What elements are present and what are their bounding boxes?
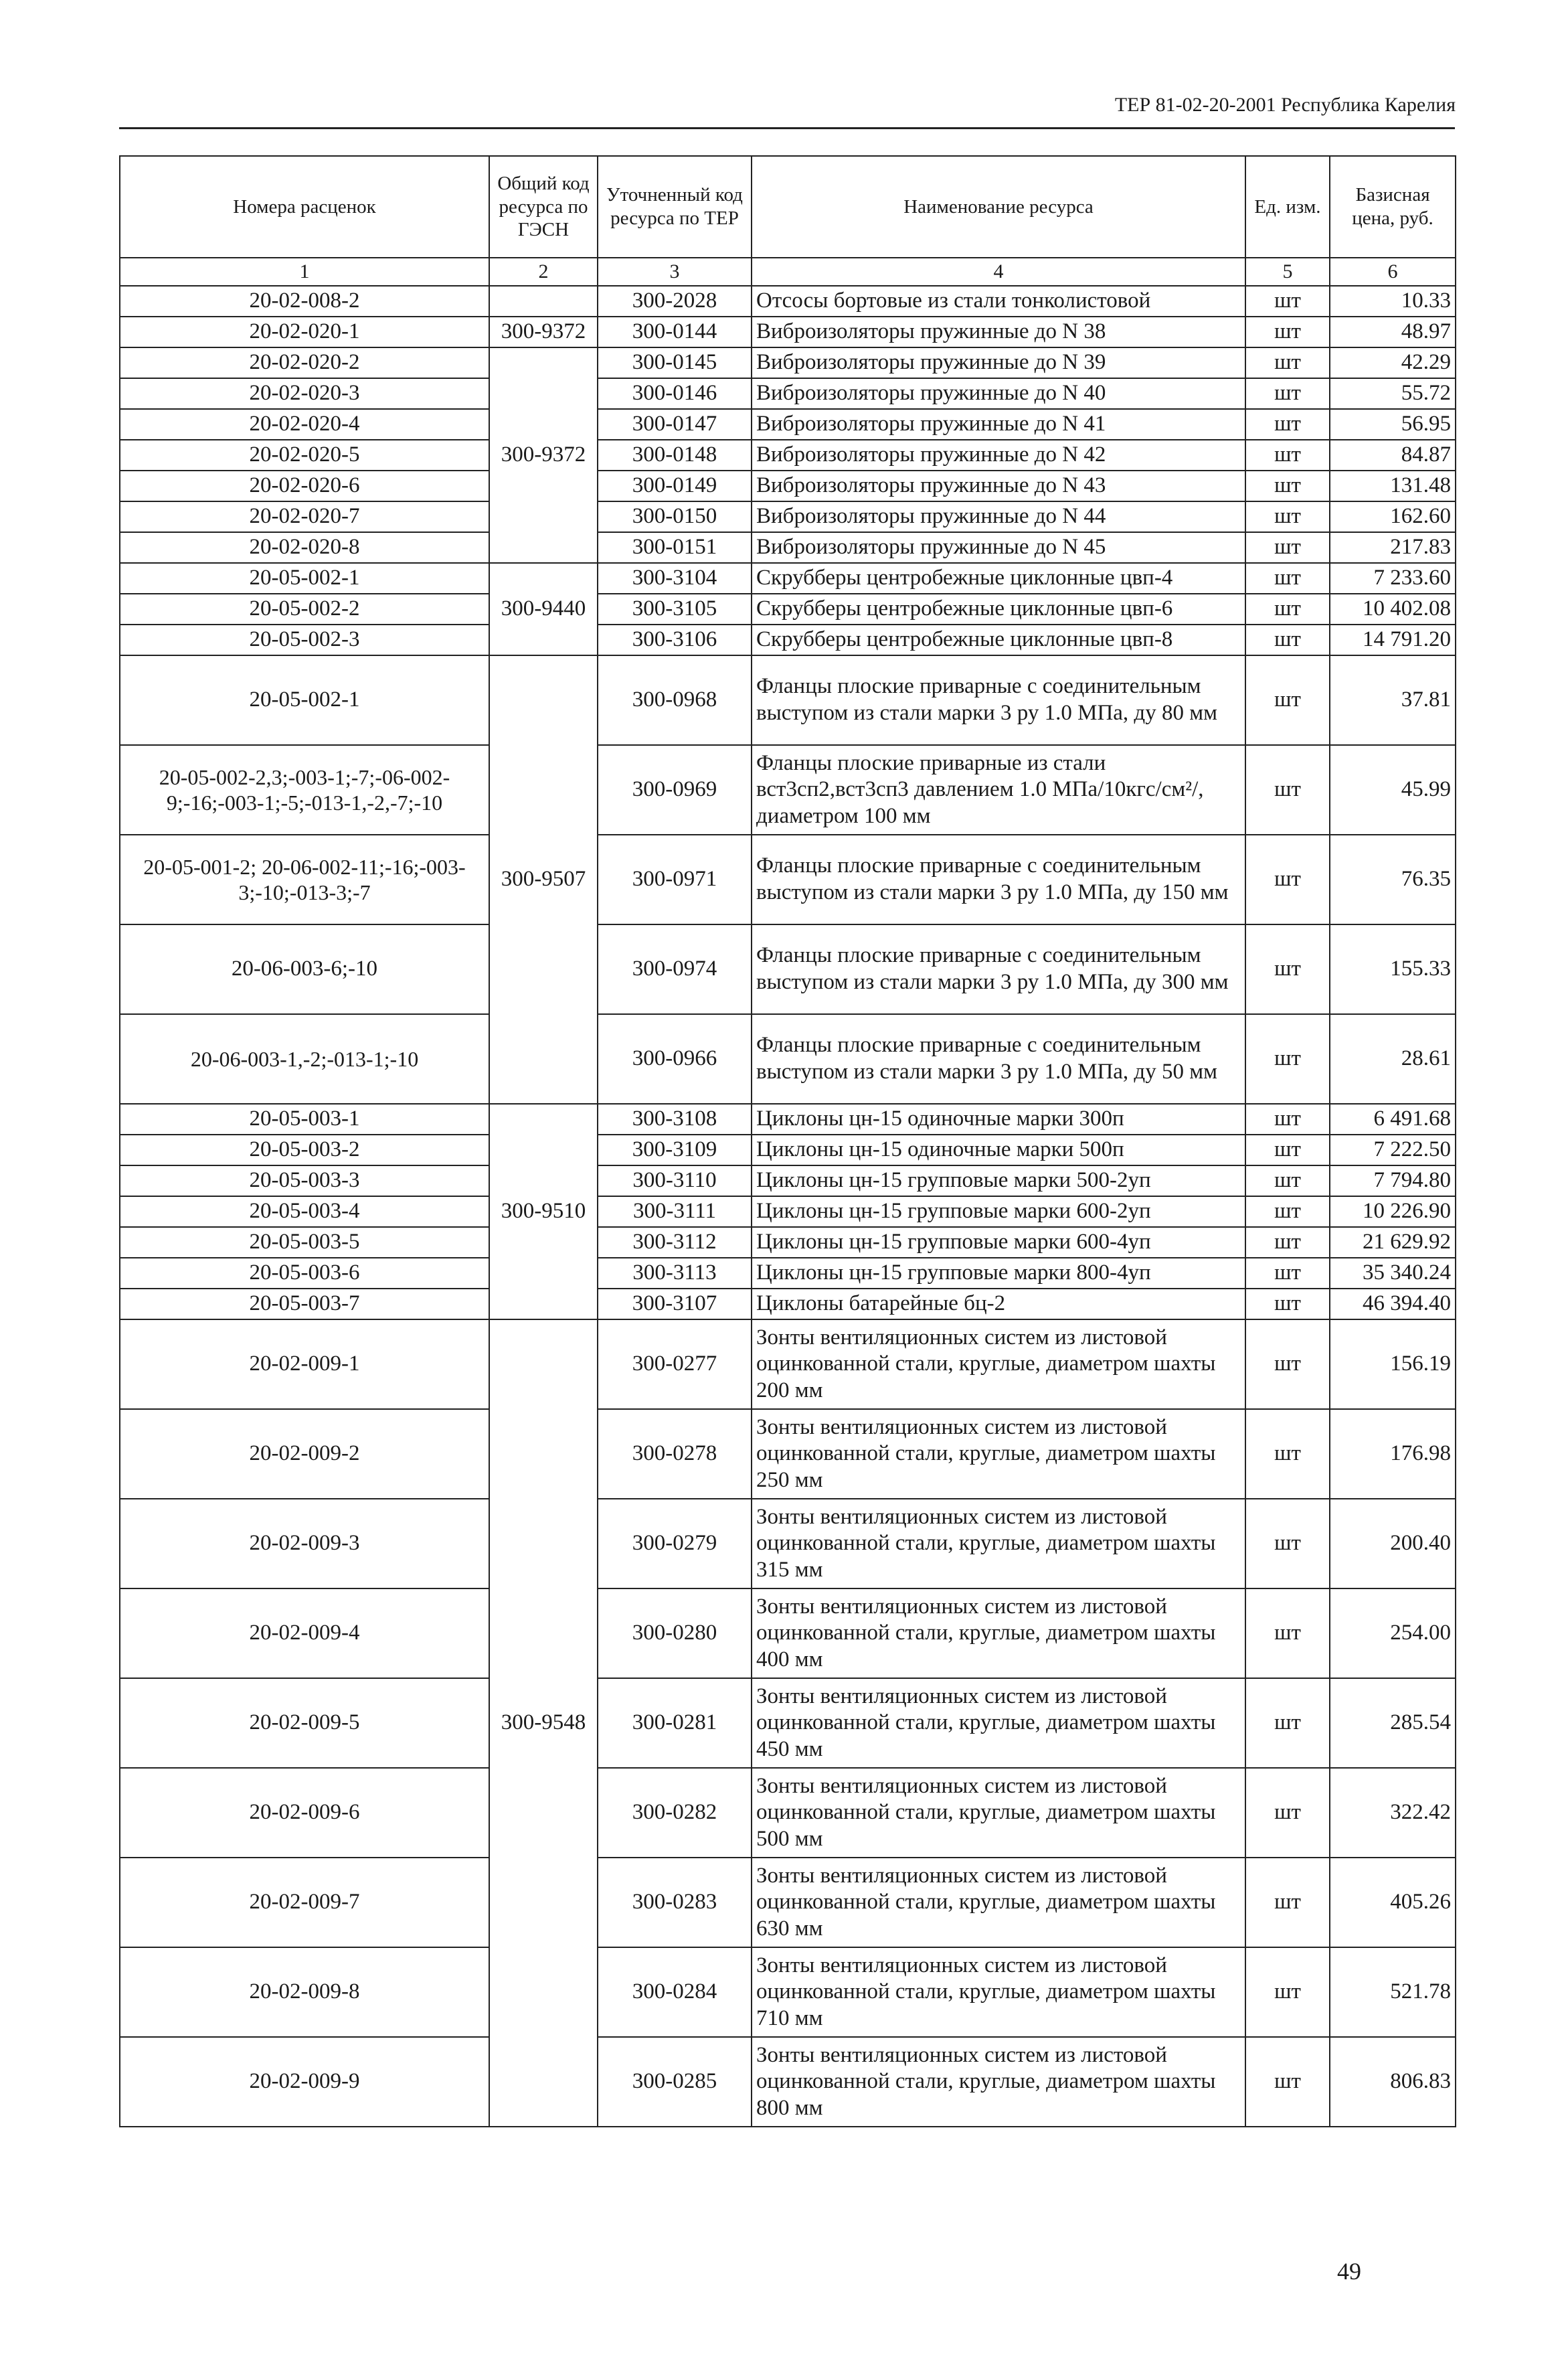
resource-name: Виброизоляторы пружинные до N 40 bbox=[752, 378, 1245, 409]
rate-number: 20-02-020-2 bbox=[120, 347, 489, 378]
page-number: 49 bbox=[1337, 2258, 1361, 2285]
column-number: 4 bbox=[752, 258, 1245, 286]
table-row bbox=[120, 835, 1456, 924]
ter-code: 300-0148 bbox=[598, 440, 752, 471]
ter-code: 300-0145 bbox=[598, 347, 752, 378]
unit: шт bbox=[1245, 1014, 1330, 1104]
unit: шт bbox=[1245, 625, 1330, 655]
column-number: 2 bbox=[489, 258, 598, 286]
table-row bbox=[120, 655, 1456, 745]
rate-number: 20-05-003-2 bbox=[120, 1135, 489, 1165]
ter-code: 300-0149 bbox=[598, 471, 752, 501]
ter-code: 300-0284 bbox=[598, 1947, 752, 2037]
rate-number: 20-02-008-2 bbox=[120, 286, 489, 317]
ter-code: 300-3110 bbox=[598, 1165, 752, 1196]
resource-name: Зонты вентиляционных систем из листовой оцинкованной стали, круглые, диаметром шахты 250 мм bbox=[752, 1409, 1245, 1499]
ter-code: 300-0282 bbox=[598, 1768, 752, 1858]
table-row bbox=[120, 1947, 1456, 2037]
unit: шт bbox=[1245, 317, 1330, 347]
base-price: 46 394.40 bbox=[1330, 1289, 1456, 1319]
unit: шт bbox=[1245, 1258, 1330, 1289]
unit: шт bbox=[1245, 1858, 1330, 1947]
resource-name: Зонты вентиляционных систем из листовой оцинкованной стали, круглые, диаметром шахты 500 мм bbox=[752, 1768, 1245, 1858]
column-number: 5 bbox=[1245, 258, 1330, 286]
header-unit: Ед. изм. bbox=[1245, 156, 1330, 258]
base-price: 42.29 bbox=[1330, 347, 1456, 378]
rate-number: 20-05-003-4 bbox=[120, 1196, 489, 1227]
resource-name: Виброизоляторы пружинные до N 41 bbox=[752, 409, 1245, 440]
base-price: 7 233.60 bbox=[1330, 563, 1456, 594]
table-row bbox=[120, 1588, 1456, 1678]
resource-name: Фланцы плоские приварные из стали вст3сп2,вст3сп3 давлением 1.0 МПа/10кгс/см²/, диаметром 100 мм bbox=[752, 745, 1245, 835]
table-row bbox=[120, 347, 1456, 378]
rate-number: 20-02-009-4 bbox=[120, 1588, 489, 1678]
rate-number: 20-02-009-1 bbox=[120, 1319, 489, 1409]
unit: шт bbox=[1245, 655, 1330, 745]
unit: шт bbox=[1245, 1947, 1330, 2037]
ter-code: 300-3109 bbox=[598, 1135, 752, 1165]
table-row bbox=[120, 440, 1456, 471]
resource-name: Виброизоляторы пружинные до N 38 bbox=[752, 317, 1245, 347]
table-row bbox=[120, 924, 1456, 1014]
table-row bbox=[120, 1678, 1456, 1768]
unit: шт bbox=[1245, 1678, 1330, 1768]
resource-name: Зонты вентиляционных систем из листовой оцинкованной стали, круглые, диаметром шахты 400 мм bbox=[752, 1588, 1245, 1678]
rate-number: 20-02-020-5 bbox=[120, 440, 489, 471]
rate-number: 20-05-003-1 bbox=[120, 1104, 489, 1135]
ter-code: 300-0147 bbox=[598, 409, 752, 440]
table-row bbox=[120, 1768, 1456, 1858]
unit: шт bbox=[1245, 563, 1330, 594]
ter-code: 300-0146 bbox=[598, 378, 752, 409]
unit: шт bbox=[1245, 1289, 1330, 1319]
base-price: 56.95 bbox=[1330, 409, 1456, 440]
base-price: 10 226.90 bbox=[1330, 1196, 1456, 1227]
ter-code: 300-3112 bbox=[598, 1227, 752, 1258]
unit: шт bbox=[1245, 440, 1330, 471]
rate-number: 20-02-009-2 bbox=[120, 1409, 489, 1499]
base-price: 21 629.92 bbox=[1330, 1227, 1456, 1258]
base-price: 156.19 bbox=[1330, 1319, 1456, 1409]
ter-code: 300-3108 bbox=[598, 1104, 752, 1135]
base-price: 76.35 bbox=[1330, 835, 1456, 924]
unit: шт bbox=[1245, 1135, 1330, 1165]
unit: шт bbox=[1245, 1768, 1330, 1858]
resource-name: Циклоны цн-15 групповые марки 800-4уп bbox=[752, 1258, 1245, 1289]
table-row bbox=[120, 501, 1456, 532]
base-price: 6 491.68 bbox=[1330, 1104, 1456, 1135]
resource-name: Виброизоляторы пружинные до N 42 bbox=[752, 440, 1245, 471]
ter-code: 300-3111 bbox=[598, 1196, 752, 1227]
table-row bbox=[120, 317, 1456, 347]
base-price: 254.00 bbox=[1330, 1588, 1456, 1678]
table-row bbox=[120, 1104, 1456, 1135]
column-number: 1 bbox=[120, 258, 489, 286]
unit: шт bbox=[1245, 2037, 1330, 2127]
column-number-row bbox=[120, 258, 1456, 286]
rate-number: 20-02-020-1 bbox=[120, 317, 489, 347]
unit: шт bbox=[1245, 471, 1330, 501]
unit: шт bbox=[1245, 347, 1330, 378]
header-ter-code: Уточненный код ресурса по ТЕР bbox=[598, 156, 752, 258]
table-row bbox=[120, 1499, 1456, 1588]
rate-number: 20-02-020-7 bbox=[120, 501, 489, 532]
unit: шт bbox=[1245, 378, 1330, 409]
ter-code: 300-0151 bbox=[598, 532, 752, 563]
resource-name: Циклоны цн-15 одиночные марки 300п bbox=[752, 1104, 1245, 1135]
gesn-code: 300-9507 bbox=[489, 655, 598, 1104]
base-price: 162.60 bbox=[1330, 501, 1456, 532]
table-row bbox=[120, 1858, 1456, 1947]
resource-name: Зонты вентиляционных систем из листовой оцинкованной стали, круглые, диаметром шахты 315 мм bbox=[752, 1499, 1245, 1588]
resource-name: Циклоны цн-15 одиночные марки 500п bbox=[752, 1135, 1245, 1165]
ter-code: 300-0150 bbox=[598, 501, 752, 532]
table-row bbox=[120, 594, 1456, 625]
table-row bbox=[120, 1258, 1456, 1289]
base-price: 10 402.08 bbox=[1330, 594, 1456, 625]
resource-name: Фланцы плоские приварные с соединительным выступом из стали марки 3 ру 1.0 МПа, ду 300 мм bbox=[752, 924, 1245, 1014]
base-price: 10.33 bbox=[1330, 286, 1456, 317]
resource-name: Фланцы плоские приварные с соединительным выступом из стали марки 3 ру 1.0 МПа, ду 50 мм bbox=[752, 1014, 1245, 1104]
ter-code: 300-0971 bbox=[598, 835, 752, 924]
unit: шт bbox=[1245, 1104, 1330, 1135]
header-rate-numbers: Номера расценок bbox=[120, 156, 489, 258]
ter-code: 300-0968 bbox=[598, 655, 752, 745]
rate-number: 20-02-020-4 bbox=[120, 409, 489, 440]
rate-number: 20-02-009-7 bbox=[120, 1858, 489, 1947]
unit: шт bbox=[1245, 532, 1330, 563]
unit: шт bbox=[1245, 1165, 1330, 1196]
rate-number: 20-02-009-9 bbox=[120, 2037, 489, 2127]
resource-name: Циклоны цн-15 групповые марки 600-4уп bbox=[752, 1227, 1245, 1258]
resource-name: Зонты вентиляционных систем из листовой оцинкованной стали, круглые, диаметром шахты 450 мм bbox=[752, 1678, 1245, 1768]
table-row bbox=[120, 745, 1456, 835]
ter-code: 300-3107 bbox=[598, 1289, 752, 1319]
unit: шт bbox=[1245, 1409, 1330, 1499]
ter-code: 300-0969 bbox=[598, 745, 752, 835]
rate-number: 20-02-009-5 bbox=[120, 1678, 489, 1768]
base-price: 7 794.80 bbox=[1330, 1165, 1456, 1196]
rate-number: 20-06-003-1,-2;-013-1;-10 bbox=[120, 1014, 489, 1104]
gesn-code: 300-9548 bbox=[489, 1319, 598, 2127]
ter-code: 300-0277 bbox=[598, 1319, 752, 1409]
table-row bbox=[120, 1227, 1456, 1258]
resource-name: Скрубберы центробежные циклонные цвп-8 bbox=[752, 625, 1245, 655]
resource-name: Виброизоляторы пружинные до N 45 bbox=[752, 532, 1245, 563]
column-number: 3 bbox=[598, 258, 752, 286]
rate-number: 20-02-009-6 bbox=[120, 1768, 489, 1858]
ter-code: 300-0285 bbox=[598, 2037, 752, 2127]
rate-number: 20-05-003-6 bbox=[120, 1258, 489, 1289]
resource-name: Циклоны цн-15 групповые марки 600-2уп bbox=[752, 1196, 1245, 1227]
resource-name: Скрубберы центробежные циклонные цвп-6 bbox=[752, 594, 1245, 625]
rate-number: 20-02-020-6 bbox=[120, 471, 489, 501]
ter-code: 300-0144 bbox=[598, 317, 752, 347]
base-price: 37.81 bbox=[1330, 655, 1456, 745]
resource-name: Скрубберы центробежные циклонные цвп-4 bbox=[752, 563, 1245, 594]
table-row bbox=[120, 471, 1456, 501]
base-price: 200.40 bbox=[1330, 1499, 1456, 1588]
resource-name: Циклоны батарейные бц-2 bbox=[752, 1289, 1245, 1319]
ter-code: 300-0966 bbox=[598, 1014, 752, 1104]
resource-name: Фланцы плоские приварные с соединительным выступом из стали марки 3 ру 1.0 МПа, ду 150 мм bbox=[752, 835, 1245, 924]
resource-name: Зонты вентиляционных систем из листовой оцинкованной стали, круглые, диаметром шахты 200 мм bbox=[752, 1319, 1245, 1409]
table-row bbox=[120, 1165, 1456, 1196]
gesn-code: 300-9372 bbox=[489, 317, 598, 347]
base-price: 55.72 bbox=[1330, 378, 1456, 409]
resource-name: Виброизоляторы пружинные до N 43 bbox=[752, 471, 1245, 501]
table-row bbox=[120, 2037, 1456, 2127]
base-price: 35 340.24 bbox=[1330, 1258, 1456, 1289]
ter-code: 300-0283 bbox=[598, 1858, 752, 1947]
resource-name: Зонты вентиляционных систем из листовой оцинкованной стали, круглые, диаметром шахты 800 мм bbox=[752, 2037, 1245, 2127]
base-price: 28.61 bbox=[1330, 1014, 1456, 1104]
unit: шт bbox=[1245, 745, 1330, 835]
table-row bbox=[120, 532, 1456, 563]
unit: шт bbox=[1245, 286, 1330, 317]
unit: шт bbox=[1245, 594, 1330, 625]
rate-number: 20-05-003-5 bbox=[120, 1227, 489, 1258]
base-price: 45.99 bbox=[1330, 745, 1456, 835]
resource-name: Виброизоляторы пружинные до N 44 bbox=[752, 501, 1245, 532]
base-price: 322.42 bbox=[1330, 1768, 1456, 1858]
unit: шт bbox=[1245, 924, 1330, 1014]
resource-name: Циклоны цн-15 групповые марки 500-2уп bbox=[752, 1165, 1245, 1196]
ter-code: 300-3106 bbox=[598, 625, 752, 655]
resource-name: Зонты вентиляционных систем из листовой оцинкованной стали, круглые, диаметром шахты 630 мм bbox=[752, 1858, 1245, 1947]
rate-number: 20-06-003-6;-10 bbox=[120, 924, 489, 1014]
ter-code: 300-2028 bbox=[598, 286, 752, 317]
base-price: 84.87 bbox=[1330, 440, 1456, 471]
base-price: 131.48 bbox=[1330, 471, 1456, 501]
rate-number: 20-02-020-3 bbox=[120, 378, 489, 409]
rate-number: 20-02-009-8 bbox=[120, 1947, 489, 2037]
table-row bbox=[120, 409, 1456, 440]
rate-number: 20-05-003-7 bbox=[120, 1289, 489, 1319]
unit: шт bbox=[1245, 1319, 1330, 1409]
table-row bbox=[120, 1135, 1456, 1165]
resource-name: Отсосы бортовые из стали тонколистовой bbox=[752, 286, 1245, 317]
document-title: ТЕР 81-02-20-2001 Республика Карелия bbox=[1114, 94, 1456, 116]
unit: шт bbox=[1245, 1196, 1330, 1227]
ter-code: 300-0280 bbox=[598, 1588, 752, 1678]
rate-number: 20-05-002-3 bbox=[120, 625, 489, 655]
rate-number: 20-05-002-1 bbox=[120, 563, 489, 594]
base-price: 405.26 bbox=[1330, 1858, 1456, 1947]
ter-code: 300-0974 bbox=[598, 924, 752, 1014]
gesn-code: 300-9510 bbox=[489, 1104, 598, 1319]
ter-code: 300-3113 bbox=[598, 1258, 752, 1289]
table-row bbox=[120, 625, 1456, 655]
gesn-code: 300-9372 bbox=[489, 347, 598, 563]
column-number: 6 bbox=[1330, 258, 1456, 286]
table-row bbox=[120, 1319, 1456, 1409]
ter-code: 300-3104 bbox=[598, 563, 752, 594]
base-price: 521.78 bbox=[1330, 1947, 1456, 2037]
header-base-price: Базисная цена, руб. bbox=[1330, 156, 1456, 258]
base-price: 155.33 bbox=[1330, 924, 1456, 1014]
base-price: 176.98 bbox=[1330, 1409, 1456, 1499]
header-resource-name: Наименование ресурса bbox=[752, 156, 1245, 258]
table-row bbox=[120, 1409, 1456, 1499]
resource-name: Виброизоляторы пружинные до N 39 bbox=[752, 347, 1245, 378]
table-row bbox=[120, 1196, 1456, 1227]
table-row bbox=[120, 1014, 1456, 1104]
unit: шт bbox=[1245, 1227, 1330, 1258]
ter-code: 300-0279 bbox=[598, 1499, 752, 1588]
resource-name: Фланцы плоские приварные с соединительным выступом из стали марки 3 ру 1.0 МПа, ду 80 мм bbox=[752, 655, 1245, 745]
gesn-code: 300-9440 bbox=[489, 563, 598, 655]
unit: шт bbox=[1245, 409, 1330, 440]
ter-code: 300-3105 bbox=[598, 594, 752, 625]
base-price: 14 791.20 bbox=[1330, 625, 1456, 655]
resource-name: Зонты вентиляционных систем из листовой оцинкованной стали, круглые, диаметром шахты 710 мм bbox=[752, 1947, 1245, 2037]
rate-number: 20-05-003-3 bbox=[120, 1165, 489, 1196]
table-row bbox=[120, 563, 1456, 594]
unit: шт bbox=[1245, 835, 1330, 924]
rate-number: 20-05-002-1 bbox=[120, 655, 489, 745]
rate-number: 20-02-009-3 bbox=[120, 1499, 489, 1588]
rate-number: 20-05-002-2 bbox=[120, 594, 489, 625]
base-price: 7 222.50 bbox=[1330, 1135, 1456, 1165]
rate-number: 20-02-020-8 bbox=[120, 532, 489, 563]
rate-number: 20-05-001-2; 20-06-002-11;-16;-003-3;-10;-013-3;-7 bbox=[120, 835, 489, 924]
header-gesn-code: Общий код ресурса по ГЭСН bbox=[489, 156, 598, 258]
rate-number: 20-05-002-2,3;-003-1;-7;-06-002-9;-16;-003-1;-5;-013-1,-2,-7;-10 bbox=[120, 745, 489, 835]
unit: шт bbox=[1245, 1588, 1330, 1678]
base-price: 48.97 bbox=[1330, 317, 1456, 347]
unit: шт bbox=[1245, 501, 1330, 532]
gesn-code bbox=[489, 286, 598, 317]
ter-code: 300-0278 bbox=[598, 1409, 752, 1499]
base-price: 217.83 bbox=[1330, 532, 1456, 563]
resource-price-table bbox=[119, 155, 1456, 2127]
header-row bbox=[120, 156, 1456, 258]
header-rule bbox=[119, 127, 1455, 129]
base-price: 285.54 bbox=[1330, 1678, 1456, 1768]
table-row bbox=[120, 286, 1456, 317]
table-row bbox=[120, 1289, 1456, 1319]
table-row bbox=[120, 378, 1456, 409]
table-body bbox=[120, 286, 1456, 2127]
unit: шт bbox=[1245, 1499, 1330, 1588]
ter-code: 300-0281 bbox=[598, 1678, 752, 1768]
base-price: 806.83 bbox=[1330, 2037, 1456, 2127]
